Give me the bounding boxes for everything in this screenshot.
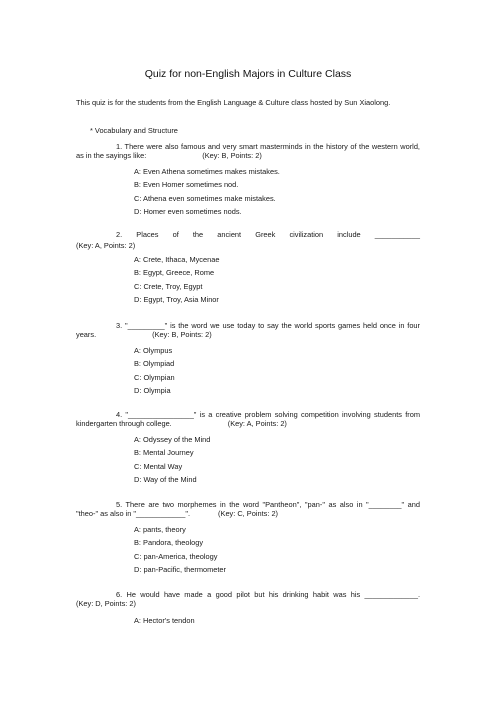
answer-key: (Key: A, Points: 2) bbox=[227, 419, 287, 429]
question-stem: 4. "________________" is a creative problem solving competition involving students from kindergarten through college. bbox=[76, 410, 420, 429]
question-stem: 5. There are two morphemes in the word "Pantheon", "pan-" as also in "________" and "theo-" as also in "____________". bbox=[76, 500, 420, 519]
option-c: C: pan-America, theology bbox=[134, 551, 218, 561]
options-6 bbox=[134, 614, 195, 627]
answer-key: (Key: D, Points: 2) bbox=[76, 599, 136, 609]
question-2 bbox=[76, 230, 420, 239]
option-d: D: pan-Pacific, thermometer bbox=[134, 565, 227, 575]
question-4 bbox=[76, 410, 420, 429]
option-b: B: Even Homer sometimes nod. bbox=[134, 180, 239, 190]
option-d: D: Olympia bbox=[134, 386, 171, 396]
option-a: A: Olympus bbox=[134, 346, 173, 355]
option-b: B: Mental Journey bbox=[134, 448, 194, 458]
option-a: A: Hector's tendon bbox=[134, 616, 195, 625]
answer-key: (Key: C, Points: 2) bbox=[218, 509, 279, 519]
option-c: C: Crete, Troy, Egypt bbox=[134, 281, 203, 291]
option-b: B: Pandora, theology bbox=[134, 538, 204, 548]
option-a: A: Even Athena sometimes makes mistakes. bbox=[134, 167, 280, 176]
option-a: A: Odyssey of the Mind bbox=[134, 435, 211, 444]
question-stem: 3. "_________" is the word we use today to say the world sports games held once in four years. bbox=[76, 321, 420, 340]
option-d: D: Way of the Mind bbox=[134, 475, 197, 485]
question-5 bbox=[76, 500, 420, 519]
options-3 bbox=[134, 344, 175, 398]
question-stem: 1. There were also famous and very smart masterminds in the history of the western world, as in the sayings like: bbox=[76, 142, 420, 161]
page-title: Quiz for non-English Majors in Culture Class bbox=[144, 68, 352, 80]
question-1 bbox=[76, 142, 420, 161]
option-d: D: Egypt, Troy, Asia Minor bbox=[134, 295, 219, 305]
intro-text: This quiz is for the students from the English Language & Culture class hosted by Sun Xiaolong. bbox=[76, 98, 391, 107]
question-3 bbox=[76, 321, 420, 340]
option-b: B: Egypt, Greece, Rome bbox=[134, 268, 215, 278]
section-heading: * Vocabulary and Structure bbox=[90, 126, 178, 135]
option-a: A: Crete, Ithaca, Mycenae bbox=[134, 255, 220, 264]
options-2 bbox=[134, 253, 219, 307]
answer-key: (Key: B, Points: 2) bbox=[202, 151, 262, 161]
question-stem: 6. He would have made a good pilot but his drinking habit was his _____________. bbox=[116, 590, 420, 599]
answer-key: (Key: B, Points: 2) bbox=[152, 330, 212, 340]
option-b: B: Olympiad bbox=[134, 359, 175, 369]
option-c: C: Athena even sometimes make mistakes. bbox=[134, 193, 276, 203]
option-a: A: pants, theory bbox=[134, 525, 186, 534]
question-stem: 2. Places of the ancient Greek civilization include ___________ bbox=[116, 230, 420, 239]
option-d: D: Homer even sometimes nods. bbox=[134, 207, 242, 217]
question-6 bbox=[76, 590, 420, 609]
options-4 bbox=[134, 433, 210, 487]
option-c: C: Olympian bbox=[134, 372, 175, 382]
options-1 bbox=[134, 165, 280, 219]
answer-key: (Key: A, Points: 2) bbox=[76, 241, 136, 250]
question-2-key bbox=[76, 241, 420, 250]
options-5 bbox=[134, 523, 226, 577]
option-c: C: Mental Way bbox=[134, 461, 183, 471]
